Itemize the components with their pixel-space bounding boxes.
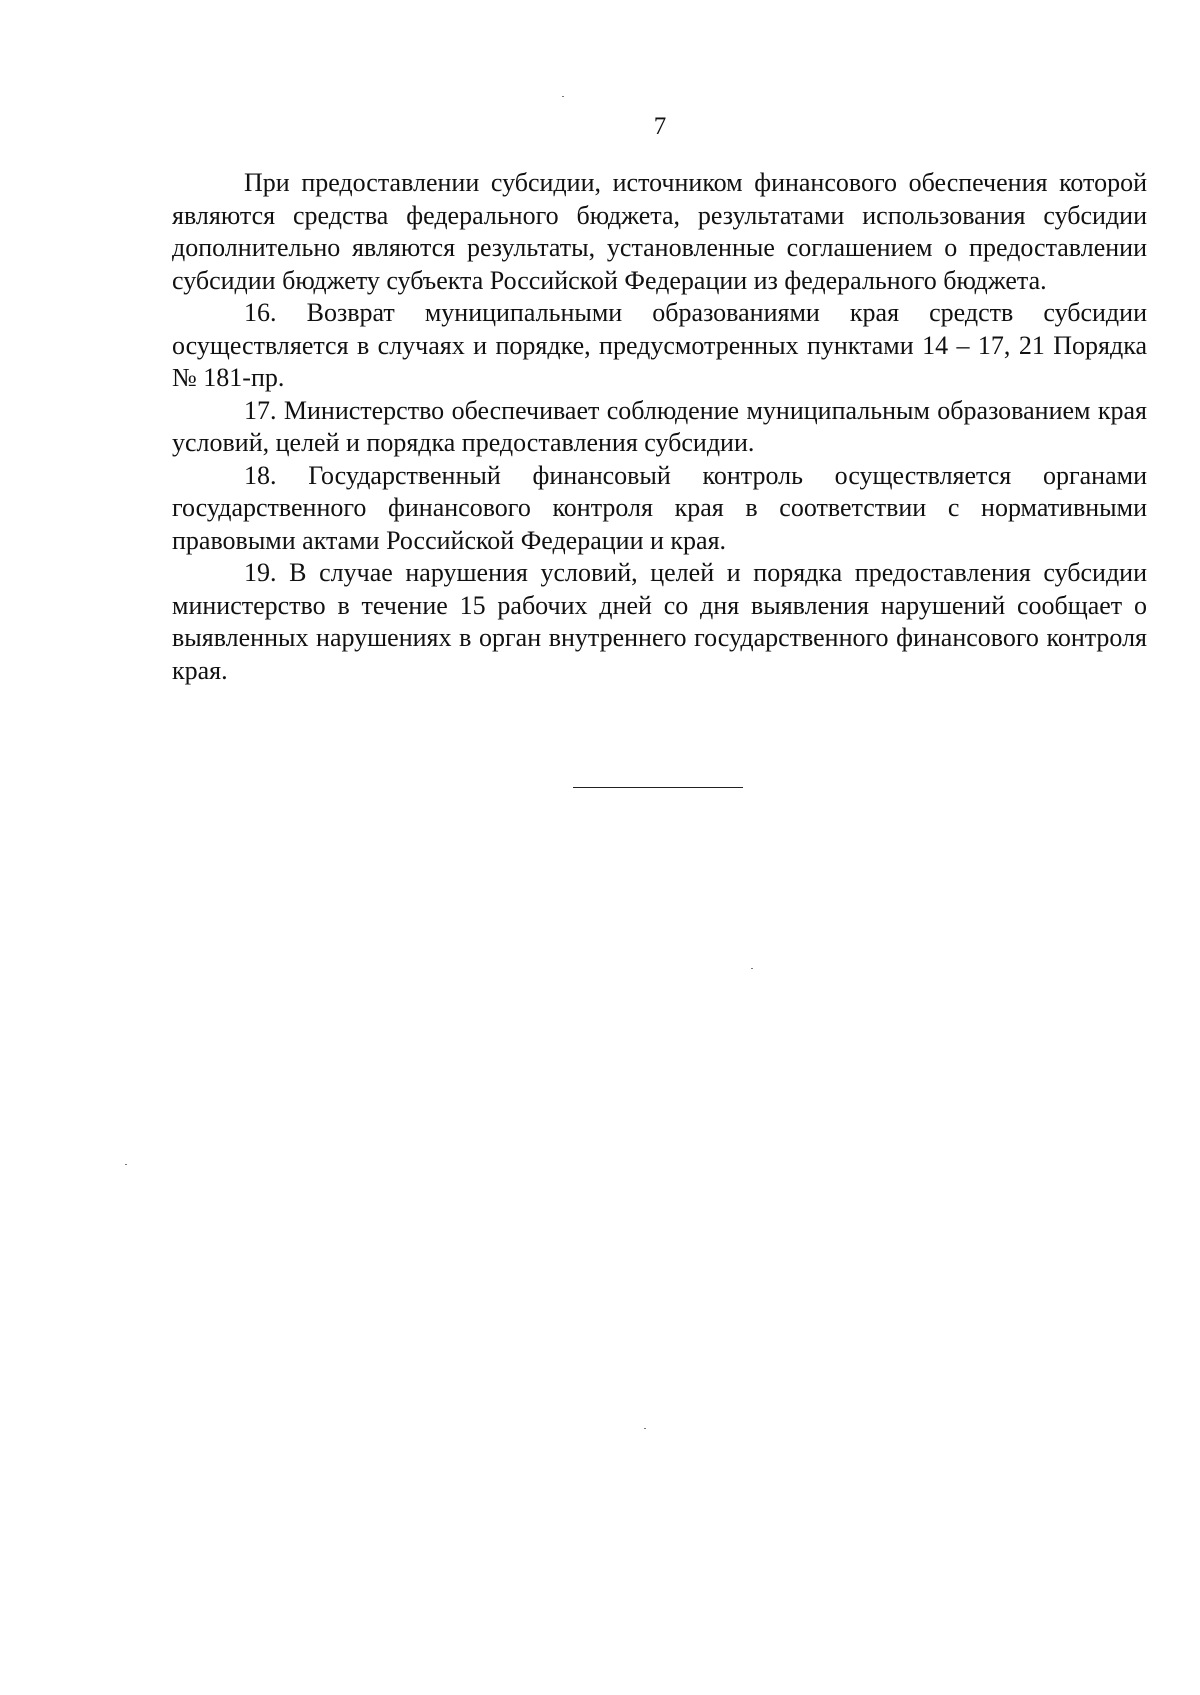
paragraph-16-refund: 16. Возврат муниципальными образованиями края средств субсидии осуществляется в случаях и порядке, предусмотренных пунктами 14 – 17, 21 Порядка № 181-пр. (172, 298, 1147, 392)
scan-speck (562, 96, 564, 97)
paragraph-17-compliance: 17. Министерство обеспечивает соблюдение муниципальным образованием края условий, целей и порядка предоставления субсидии. (172, 395, 1147, 457)
paragraph-18-financial-control: 18. Государственный финансовый контроль осуществляется органами государственного финансового контроля края в соответствии с нормативными правовыми актами Российской Федерации и края. (172, 460, 1147, 555)
paragraph-federal-budget-results: При предоставлении субсидии, источником финансового обеспечения которой являются средства федерального бюджета, результатами использования субсидии дополнительно являются результаты, установленные соглашением о предоставлении субсидии бюджету субъекта Российской Федерации из федерального бюджета. (172, 168, 1147, 295)
scan-speck (125, 1164, 127, 1165)
scan-speck (644, 1428, 646, 1429)
document-body (172, 167, 1147, 687)
scan-speck (751, 968, 753, 969)
end-of-text-rule (573, 787, 743, 788)
page-number: 7 (653, 113, 667, 140)
paragraph-19-violations: 19. В случае нарушения условий, целей и порядка предоставления субсидии министерство в течение 15 рабочих дней со дня выявления нарушений сообщает о выявленных нарушениях в орган внутреннего государственного финансового контроля края. (172, 558, 1147, 685)
